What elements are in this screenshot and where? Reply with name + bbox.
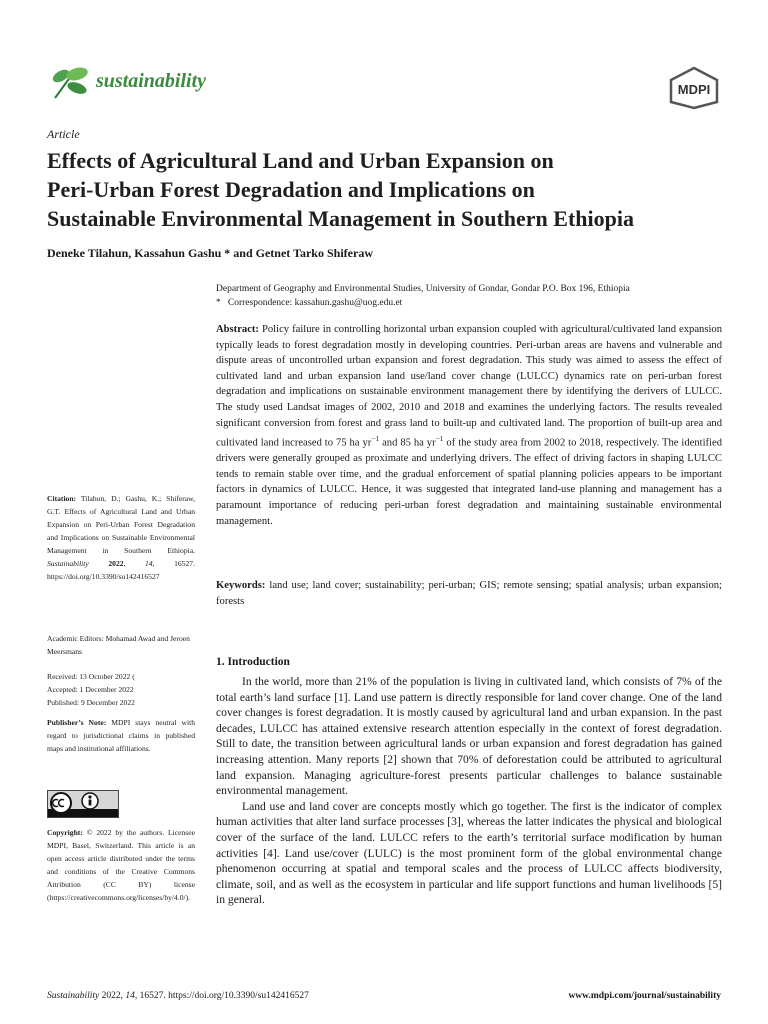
citation-doi-link[interactable]: https://doi.org/10.3390/su142416527 xyxy=(47,572,160,581)
abstract-text: of the study area from 2002 to 2018, respectively. The identified drivers were generally grouped as proximate and underlying drivers. The effect of driving factors in shaping LULCC tends to remain stable over time, and the gradual enforcement of spatial planning policies appears to be important factors in dynamics of LULCC. Hence, it was suggested that integrated land-use planning and management has a paramount importance of reducing peri-urban forest degradation and maintaining sustainable environmental management. xyxy=(216,437,722,527)
abstract-label: Abstract: xyxy=(216,324,259,335)
copyright-notice xyxy=(47,826,195,904)
abstract-text: and 85 ha yr xyxy=(379,437,436,449)
keywords xyxy=(216,578,722,609)
footer-doi[interactable]: , 16527. https://doi.org/10.3390/su142416527 xyxy=(134,991,309,1001)
citation-volume: , 14 xyxy=(123,559,153,568)
title-line: Sustainable Environmental Management in Southern Ethiopia xyxy=(47,206,634,231)
affiliation-block xyxy=(216,282,726,310)
received-date: Received: 13 October 2022 ( xyxy=(47,672,135,681)
author-list: Deneke Tilahun, Kassahun Gashu * and Getnet Tarko Shiferaw xyxy=(47,246,373,260)
sustainability-leaf-logo-icon xyxy=(47,64,91,102)
copyright-label: Copyright: xyxy=(47,828,83,837)
footer-journal-url[interactable]: www.mdpi.com/journal/sustainability xyxy=(568,991,721,1001)
abstract-superscript: −1 xyxy=(435,434,444,444)
cc-by-license-icon[interactable] xyxy=(47,790,119,818)
citation-label: Citation: xyxy=(47,494,77,503)
keywords-text: land use; land cover; sustainability; peri-urban; GIS; remote sensing; spatial analysis; urban expansion; forests xyxy=(216,580,722,607)
introduction-body xyxy=(216,674,722,908)
footer-year: 2022, xyxy=(99,991,126,1001)
title-line: Peri-Urban Forest Degradation and Implications on xyxy=(47,177,535,202)
paragraph: Land use and land cover are concepts mostly which go together. The first is the indicator of complex human activities that alter land surface processes [3], whereas the latter indicates the physical and biological cover of the surface of the land. LULCC refers to the earth’s territorial surface modification by human activities [4]. Land use/cover (LULC) is the most prominent form of the global environmental change phenomenon occurring at spatial and temporal scales and the process of LULCC affects biodiversity, climate, soil, and as well as the ecosystem in particular and life support functions and human livelihoods [5] in general. xyxy=(216,799,722,907)
title-line: Effects of Agricultural Land and Urban Expansion on xyxy=(47,148,554,173)
publication-dates xyxy=(47,670,195,709)
copyright-text: © 2022 by the authors. Licensee MDPI, Basel, Switzerland. This article is an open access article distributed under the terms and conditions of the Creative Commons Attribution (CC BY) license (https://creativecommons.org/licenses/by/4.0/). xyxy=(47,828,195,902)
citation-pages: , 16527. xyxy=(152,559,195,568)
footer-citation xyxy=(47,991,309,1001)
academic-editors: Academic Editors: Mohamad Awad and Jeroen Meersmans xyxy=(47,634,190,656)
citation-journal: Sustainability xyxy=(47,559,89,568)
publisher-note-text: MDPI stays neutral with regard to jurisdictional claims in published maps and institutional affiliations. xyxy=(47,718,195,753)
keywords-label: Keywords: xyxy=(216,580,266,591)
mdpi-logo-icon[interactable] xyxy=(668,66,720,110)
accepted-date: Accepted: 1 December 2022 xyxy=(47,685,134,694)
abstract-text: Policy failure in controlling horizontal urban expansion coupled with agricultural/cultivated land expansion typically leads to forest degradation mostly in developing countries. Peri-urban areas are havens and vulnerable and dispute areas of uncontrolled urban expansion and forest degradation. This study was aimed to assess the effect of cultivated land and urban expansion land use/land cover change (LULCC) dynamics rate on peri-urban forest degradation and implications on sustainable environment management there by identifying the derivers of LULCC. The study used Landsat images of 2002, 2010 and 2018 and examines the underlying factors. The results revealed significant conversion from forest and grass land to built-up and cultivated land. The proportion of built-up area and cultivated land increased to 75 ha yr xyxy=(216,324,722,449)
affiliation-department: Department of Geography and Environmental Studies, University of Gondar, Gondar P.O. Box 196, Ethiopia xyxy=(216,284,630,294)
citation-block xyxy=(47,492,195,583)
citation-year: 2022 xyxy=(88,559,124,568)
abstract xyxy=(216,322,722,529)
publisher-note-label: Publisher’s Note: xyxy=(47,718,107,727)
publisher-note xyxy=(47,716,195,755)
journal-name[interactable]: sustainability xyxy=(96,70,207,92)
footer-journal: Sustainability xyxy=(47,991,100,1001)
abstract-superscript: −1 xyxy=(371,434,380,444)
section-heading-introduction: 1. Introduction xyxy=(216,656,290,668)
correspondence-email[interactable]: * Correspondence: kassahun.gashu@uog.edu.et xyxy=(216,298,403,308)
article-type-label: Article xyxy=(47,127,80,141)
article-title xyxy=(47,146,737,233)
citation-text: Tilahun, D.; Gashu, K.; Shiferaw, G.T. Effects of Agricultural Land and Urban Expansion on Peri-Urban Forest Degradation and Implications on Sustainable Environmental Management in Southern Ethiopia. xyxy=(47,494,195,555)
mdpi-logo-text: MDPI xyxy=(677,82,711,97)
paragraph: In the world, more than 21% of the population is living in cultivated land, which consists of 7% of the total earth’s land surface [1]. Land use pattern is directly responsible for land cover change. One of the land cover changes is forest degradation. It is mostly caused by agricultural land and urban expansion. In the past decades, LULCC has attained extensive research attention especially in the context of forest degradation. Still to date, the transition between agricultural lands or urban expansion and forest degradation has gained increasing attention. Many reports [2] shown that 70% of deforestation could be attributed to agricultural land expansion. Managing agriculture-forest presents particular challenges to balance sustainable environmental management. xyxy=(216,675,722,798)
footer-volume: 14 xyxy=(125,991,135,1001)
published-date: Published: 9 December 2022 xyxy=(47,698,135,707)
